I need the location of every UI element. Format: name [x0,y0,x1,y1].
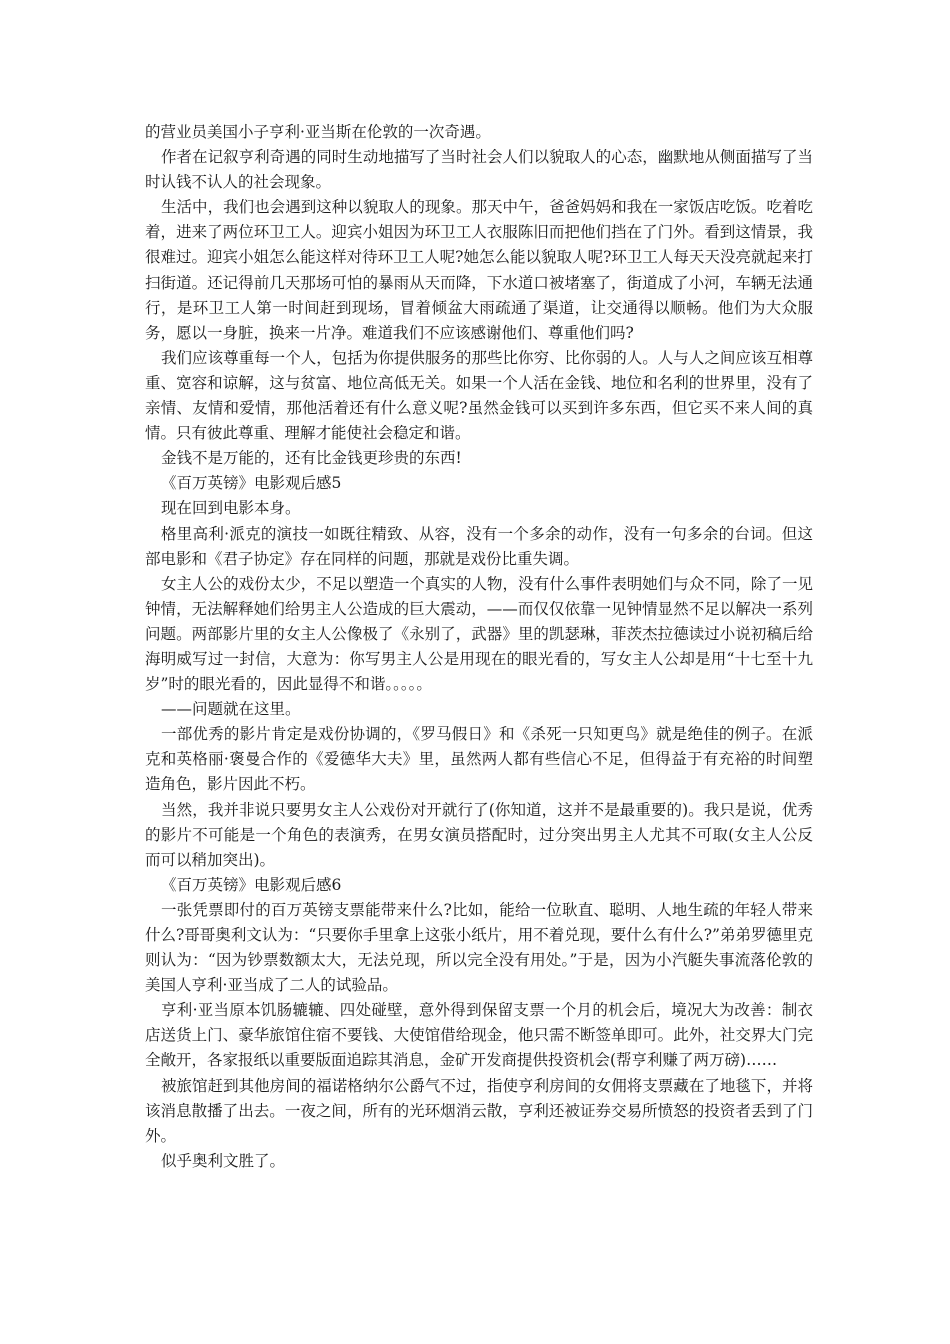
paragraph-17: 似乎奥利文胜了。 [161,1151,286,1170]
paragraph-3: 生活中，我们也会遇到这种以貌取人的现象。那天中午，爸爸妈妈和我在一家饭店吃饭。吃着吃着，进来了两位环卫工人。迎宾小姐因为环卫工人衣服陈旧而把他们挡在了门外。看到这情景，我很难过。迎宾小姐怎么能这样对待环卫工人呢?她怎么能以貌取人呢?环卫工人每天天没亮就起来打扫街道。还记得前几天那场可怕的暴雨从天而降，下水道口被堵塞了，街道成了小河，车辆无法通行，是环卫工人第一时间赶到现场，冒着倾盆大雨疏通了渠道，让交通得以顺畅。他们为大众服务，愿以一身脏，换来一片净。难道我们不应该感谢他们、尊重他们吗? [145,198,813,342]
paragraph-16: 被旅馆赶到其他房间的福诺格纳尔公爵气不过，指使亨利房间的女佣将支票藏在了地毯下，并将该消息散播了出去。一夜之间，所有的光环烟消云散，亨利还被证券交易所愤怒的投资者丢到了门外。 [145,1076,813,1145]
document-page [145,120,813,1174]
paragraph-12: 当然，我并非说只要男女主人公戏份对开就行了(你知道，这并不是最重要的)。我只是说，优秀的影片不可能是一个角色的表演秀，在男女演员搭配时，过分突出男主人尤其不可取(女主人公反而可以稍加突出)。 [145,800,813,869]
paragraph-14: 一张凭票即付的百万英镑支票能带来什么?比如，能给一位耿直、聪明、人地生疏的年轻人带来什么?哥哥奥利文认为：“只要你手里拿上这张小纸片，用不着兑现，要什么有什么?”弟弟罗德里克则认为：“因为钞票数额太大，无法兑现，所以完全没有用处。”于是，因为小汽艇失事流落伦敦的美国人亨利·亚当成了二人的试验品。 [145,900,813,995]
paragraph-4: 我们应该尊重每一个人，包括为你提供服务的那些比你穷、比你弱的人。人与人之间应该互相尊重、宽容和谅解，这与贫富、地位高低无关。如果一个人活在金钱、地位和名利的世界里，没有了亲情、友情和爱情，那他活着还有什么意义呢?虽然金钱可以买到许多东西，但它买不来人间的真情。只有彼此尊重、理解才能使社会稳定和谐。 [145,348,813,443]
paragraph-10: ——问题就在这里。 [161,700,301,719]
paragraph-5: 金钱不是万能的，还有比金钱更珍贵的东西! [161,449,462,468]
paragraph-9: 女主人公的戏份太少，不足以塑造一个真实的人物，没有什么事件表明她们与众不同，除了一见钟情，无法解释她们给男主人公造成的巨大震动，——而仅仅依靠一见钟情显然不足以解决一系列问题。两部影片里的女主人公像极了《永别了，武器》里的凯瑟琳，菲茨杰拉德读过小说初稿后给海明威写过一封信，大意为：你写男主人公是用现在的眼光看的，写女主人公却是用“十七至十九岁”时的眼光看的，因此显得不和谐。。。。。 [145,574,813,694]
section-heading-5: 《百万英镑》电影观后感5 [161,474,342,493]
paragraph-8: 格里高利·派克的演技一如既往精致、从容，没有一个多余的动作，没有一句多余的台词。但这部电影和《君子协定》存在同样的问题，那就是戏份比重失调。 [145,524,813,568]
paragraph-7: 现在回到电影本身。 [161,499,301,518]
section-heading-6: 《百万英镑》电影观后感6 [161,875,342,894]
paragraph-2: 作者在记叙亨利奇遇的同时生动地描写了当时社会人们以貌取人的心态，幽默地从侧面描写了当时认钱不认人的社会现象。 [145,148,813,192]
paragraph-11: 一部优秀的影片肯定是戏份协调的，《罗马假日》和《杀死一只知更鸟》就是绝佳的例子。在派克和英格丽·褒曼合作的《爱德华大夫》里，虽然两人都有些信心不足，但得益于有充裕的时间塑造角色，影片因此不朽。 [145,725,813,794]
paragraph-15: 亨利·亚当原本饥肠辘辘、四处碰壁，意外得到保留支票一个月的机会后，境况大为改善：制衣店送货上门、豪华旅馆住宿不要钱、大使馆借给现金，他只需不断签单即可。此外，社交界大门完全敞开，各家报纸以重要版面追踪其消息，金矿开发商提供投资机会(帮亨利赚了两万磅)…… [145,1001,813,1070]
paragraph-1: 的营业员美国小子亨利·亚当斯在伦敦的一次奇遇。 [145,123,491,141]
